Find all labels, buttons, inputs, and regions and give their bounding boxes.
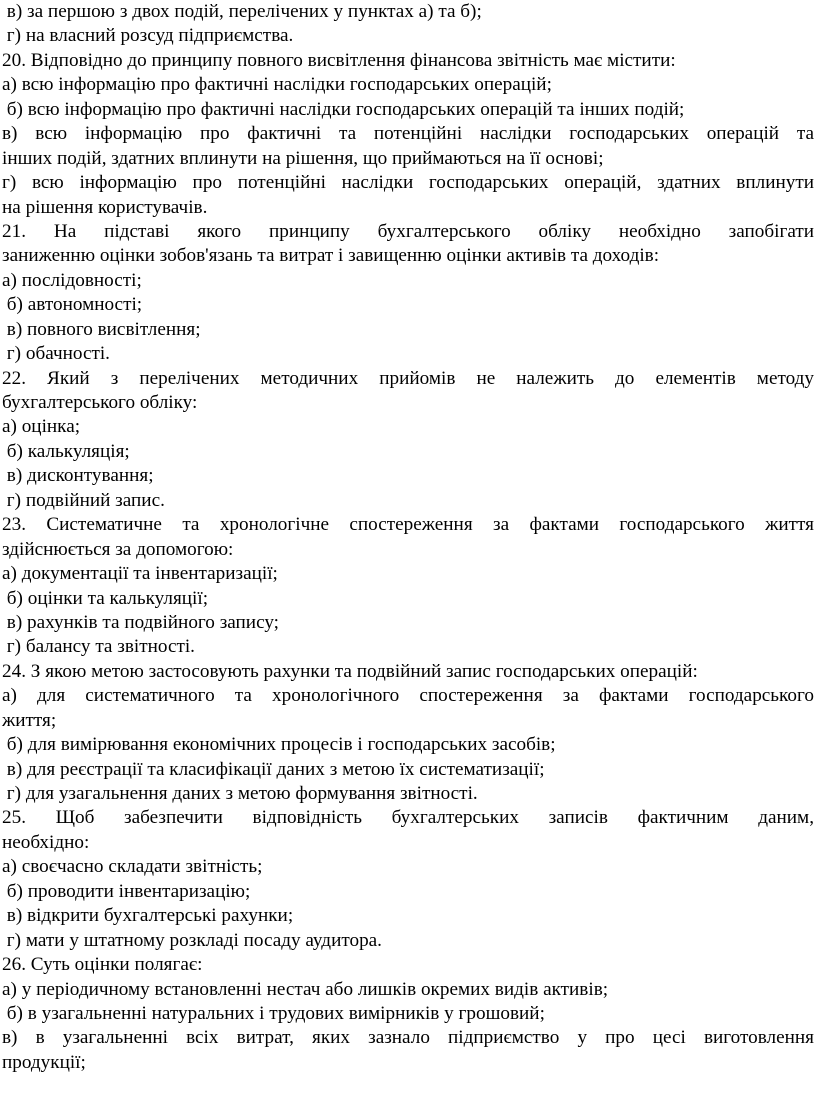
text-line: б) для вимірювання економічних процесів і господарських засобів;	[2, 734, 556, 756]
text-line: в) рахунків та подвійного запису;	[2, 611, 280, 633]
text-line: на рішення користувачів.	[2, 196, 208, 218]
text-line: продукції;	[2, 1051, 86, 1073]
text-line: а) у періодичному встановленні нестач або лишків окремих видів активів;	[2, 978, 609, 1000]
text-line: г) обачності.	[2, 343, 110, 365]
text-line: а) своєчасно складати звітність;	[2, 856, 263, 878]
text-line: 24. З якою метою застосовують рахунки та подвійний запис господарських операцій:	[2, 660, 698, 682]
text-line: б) автономності;	[2, 294, 143, 316]
text-line: г) мати у штатному розкладі посаду аудитора.	[2, 929, 382, 951]
text-line: в) повного висвітлення;	[2, 318, 201, 340]
text-line: а) всю інформацію про фактичні наслідки господарських операцій;	[2, 74, 552, 96]
text-line: б) проводити інвентаризацію;	[2, 880, 251, 902]
text-line: б) в узагальненні натуральних і трудових вимірників у грошовий;	[2, 1002, 545, 1024]
text-line: б) всю інформацію про фактичні наслідки господарських операцій та інших подій;	[2, 98, 685, 120]
text-line: життя;	[2, 709, 57, 731]
text-line: 20. Відповідно до принципу повного висвітлення фінансова звітність має містити:	[2, 49, 676, 71]
text-line: в) дисконтування;	[2, 465, 154, 487]
text-line: г) балансу та звітності.	[2, 636, 195, 658]
text-line: б) калькуляція;	[2, 440, 130, 462]
text-line: а) для систематичного та хронологічного спостереження за фактами господарського	[2, 685, 814, 707]
text-line: г) на власний розсуд підприємства.	[2, 25, 294, 47]
text-line: 21. На підставі якого принципу бухгалтерського обліку необхідно запобігати	[2, 220, 814, 242]
text-line: г) всю інформацію про потенційні наслідки господарських операцій, здатних вплинути	[2, 172, 814, 194]
text-line: б) оцінки та калькуляції;	[2, 587, 209, 609]
text-line: в) за першою з двох подій, перелічених у пунктах а) та б);	[2, 1, 482, 22]
text-line: 22. Який з перелічених методичних прийомів не належить до елементів методу	[2, 367, 814, 389]
text-line: необхідно:	[2, 831, 90, 853]
text-line: бухгалтерського обліку:	[2, 392, 198, 413]
text-line: а) оцінка;	[2, 416, 81, 438]
text-line: 23. Систематичне та хронологічне спостереження за фактами господарського життя	[2, 514, 814, 536]
text-line: г) для узагальнення даних з метою формування звітності.	[2, 783, 478, 804]
text-line: здійснюється за допомогою:	[2, 538, 234, 560]
text-line: в) для реєстрації та класифікації даних з метою їх систематизації;	[2, 758, 545, 780]
text-line: г) подвійний запис.	[2, 489, 165, 511]
text-line: а) послідовності;	[2, 269, 142, 291]
text-line: 25. Щоб забезпечити відповідність бухгалтерських записів фактичним даним,	[2, 807, 814, 829]
text-line: в) всю інформацію про фактичні та потенційні наслідки господарських операцій та	[2, 123, 814, 145]
text-line: в) в узагальненні всіх витрат, яких зазнало підприємство у про цесі виготовлення	[2, 1027, 814, 1049]
text-line: інших подій, здатних вплинути на рішення, що приймаються на її основі;	[2, 147, 604, 169]
document-text	[2, 0, 814, 1075]
text-line: заниженню оцінки зобов'язань та витрат і завищенню оцінки активів та доходів:	[2, 245, 660, 267]
text-line: 26. Суть оцінки полягає:	[2, 954, 203, 976]
text-line: в) відкрити бухгалтерські рахунки;	[2, 905, 294, 927]
text-line: а) документації та інвентаризації;	[2, 563, 278, 585]
